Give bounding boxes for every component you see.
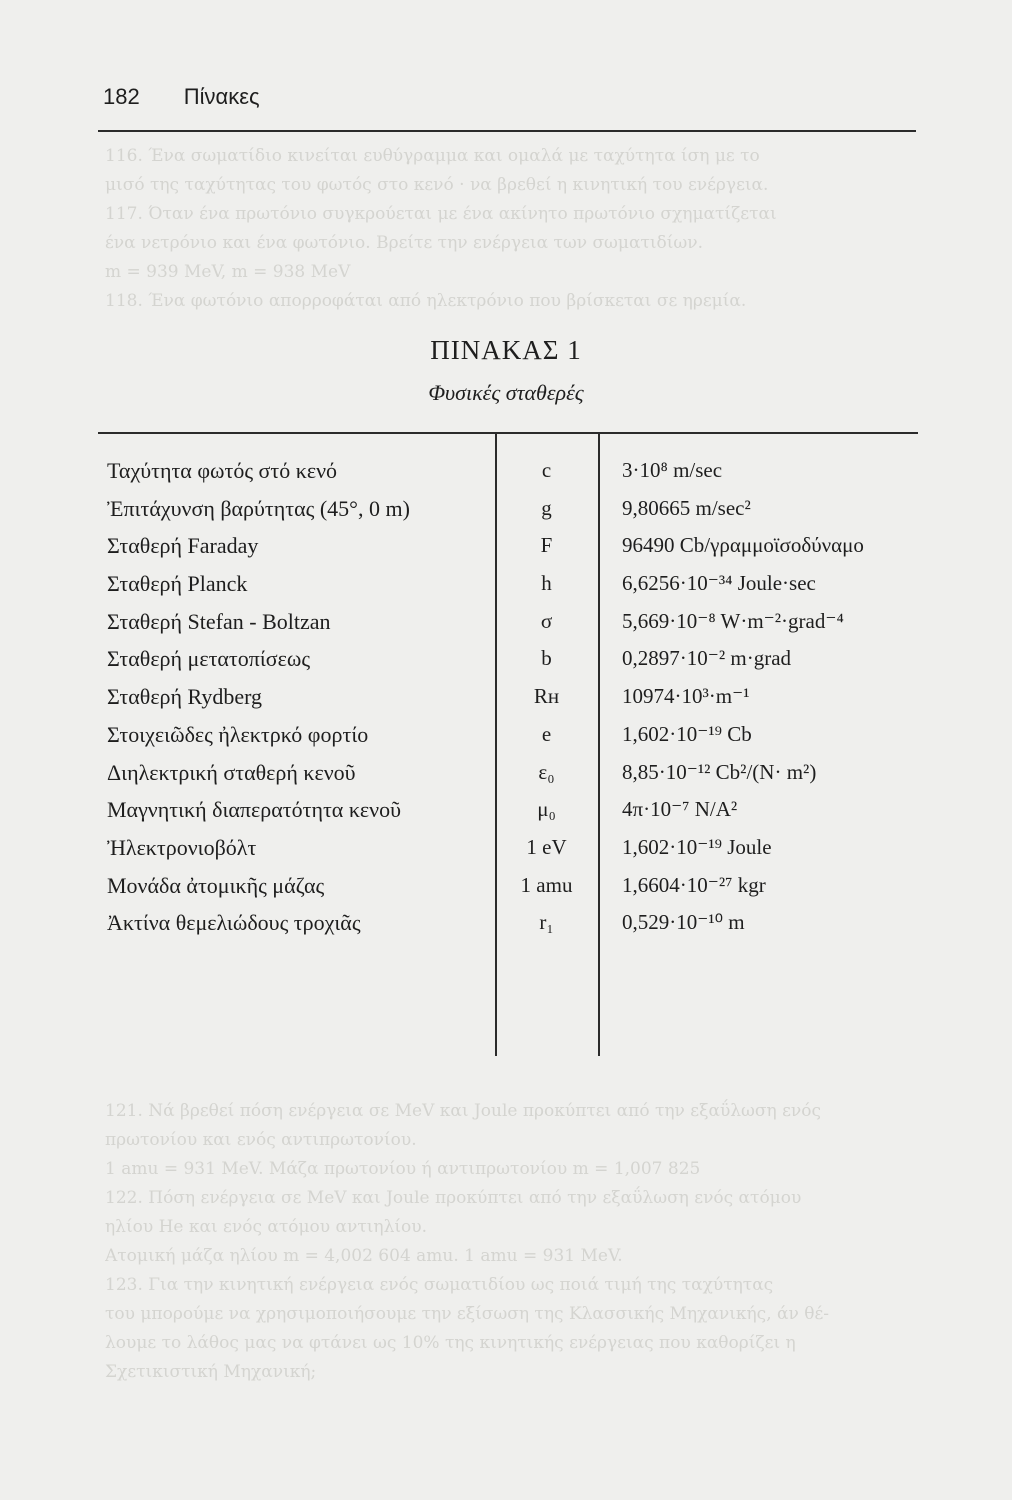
constant-value: 10974·10³·m⁻¹: [622, 684, 750, 709]
bleed-through-text-bottom: [105, 1097, 925, 1387]
constant-name: Διηλεκτρική σταθερή κενοῦ: [107, 759, 356, 785]
ghost-line: του μπορούμε να χρησιμοποιήσουμε την εξίσωση της Κλασσικής Μηχανικής, άν θέ-: [105, 1304, 830, 1324]
ghost-line: λουμε το λάθος μας να φτάνει ως 10% της κινητικής ενέργειας που καθορίζει η: [105, 1333, 796, 1353]
constant-value: 0,2897·10⁻² m·grad: [622, 646, 792, 671]
section-title: Πίνακες: [183, 84, 260, 109]
header-rule: [98, 130, 916, 132]
page-header: [103, 84, 260, 110]
table-row: [0, 646, 1012, 684]
table-row: [0, 760, 1012, 798]
table-top-rule: [98, 432, 918, 434]
constant-name: Ταχύτητα φωτός στό κενό: [107, 458, 338, 483]
ghost-line: m = 939 MeV, m = 938 MeV: [105, 262, 351, 282]
ghost-line: ένα νετρόνιο και ένα φωτόνιο. Βρείτε την ενέργεια των σωματιδίων.: [105, 233, 704, 253]
constant-symbol: g: [541, 495, 552, 520]
constant-value: 1,6604·10⁻²⁷ kgr: [622, 872, 766, 897]
table-row: [0, 835, 1012, 873]
ghost-line: 122. Πόση ενέργεια σε MeV και Joule προκύπτει από την εξαΰλωση ενός ατόμου: [105, 1188, 802, 1208]
page-number: 182: [103, 84, 140, 109]
constant-value: 0,529·10⁻¹⁰ m: [622, 910, 745, 935]
constant-value: 3·10⁸ m/sec: [622, 458, 723, 482]
table-row: [0, 873, 1012, 911]
constant-symbol: Rн: [533, 684, 560, 709]
constant-value: 5,669·10⁻⁸ W·m⁻²·grad⁻⁴: [622, 608, 844, 633]
constant-symbol: c: [541, 458, 552, 482]
table-row: [0, 722, 1012, 760]
constant-value: 9,80665 m/sec²: [622, 495, 751, 520]
table-row: [0, 609, 1012, 647]
constant-value: 6,6256·10⁻³⁴ Joule·sec: [622, 571, 816, 596]
table-row: [0, 496, 1012, 534]
constant-symbol: 1 amu: [520, 872, 573, 897]
constant-value: 1,602·10⁻¹⁹ Joule: [622, 834, 772, 859]
ghost-line: 1 amu = 931 MeV. Μάζα πρωτονίου ή αντιπρωτονίου m = 1,007 825: [105, 1159, 701, 1179]
ghost-line: 117. Όταν ένα πρωτόνιο συγκρούεται με ένα ακίνητο πρωτόνιο σχηματίζεται: [105, 204, 777, 224]
constant-value: 4π·10⁻⁷ N/A²: [622, 797, 738, 822]
table-row: [0, 571, 1012, 609]
constant-symbol: b: [541, 646, 552, 671]
table-row: [0, 797, 1012, 835]
constant-value: 8,85·10⁻¹² Cb²/(N· m²): [622, 759, 817, 784]
bleed-through-text-top: [105, 142, 925, 316]
constant-name: Σταθερή Rydberg: [107, 684, 263, 710]
ghost-line: 121. Νά βρεθεί πόση ενέργεια σε MeV και Joule προκύπτει από την εξαΰλωση ενός: [105, 1101, 822, 1121]
constant-name: Σταθερή μετατοπίσεως: [107, 646, 311, 672]
constant-value: 1,602·10⁻¹⁹ Cb: [622, 721, 752, 746]
ghost-line: Σχετικιστική Μηχανική;: [105, 1362, 317, 1382]
constant-value: 96490 Cb/γραμμοϊσοδύναμο: [622, 533, 864, 558]
constant-symbol: 1 eV: [526, 834, 567, 859]
constant-name: Στοιχειῶδες ἠλεκτρκό φορτίο: [107, 721, 369, 747]
constant-name: Μονάδα ἀτομικῆς μάζας: [107, 872, 325, 898]
constant-name: Ἐπιτάχυνση βαρύτητας (45°, 0 m): [107, 495, 410, 521]
ghost-line: Ατομική μάζα ηλίου m = 4,002 604 amu. 1 amu = 931 MeV.: [105, 1246, 623, 1266]
ghost-line: 118. Ένα φωτόνιο απορροφάται από ηλεκτρόνιο που βρίσκεται σε ηρεμία.: [105, 291, 747, 311]
table-subtitle: Φυσικές σταθερές: [428, 380, 584, 405]
ghost-line: μισό της ταχύτητας του φωτός στο κενό · να βρεθεί η κινητική του ενέργεια.: [105, 175, 769, 195]
constant-name: Σταθερή Stefan - Boltzan: [107, 608, 331, 634]
table-row: [0, 458, 1012, 496]
table-title: ΠΙΝΑΚΑΣ 1: [430, 335, 582, 365]
constant-name: Μαγνητική διαπερατότητα κενοῦ: [107, 797, 401, 823]
table-row: [0, 533, 1012, 571]
constant-name: Σταθερή Faraday: [107, 533, 259, 559]
constant-symbol: F: [540, 533, 553, 558]
table-row: [0, 684, 1012, 722]
ghost-line: 116. Ένα σωματίδιο κινείται ευθύγραμμα και ομαλά με ταχύτητα ίση με το: [105, 146, 760, 166]
constant-name: Ἀκτίνα θεμελιώδους τροχιᾶς: [107, 910, 361, 936]
table-row: [0, 910, 1012, 948]
constants-table: [0, 458, 1012, 948]
constant-symbol: μ₀: [537, 797, 556, 822]
constant-symbol: r₁: [539, 910, 554, 935]
constant-name: Σταθερή Planck: [107, 571, 248, 597]
constant-symbol: σ: [540, 608, 553, 633]
constant-symbol: h: [541, 571, 552, 596]
ghost-line: ηλίου He και ενός ατόμου αντιηλίου.: [105, 1217, 427, 1237]
constant-symbol: e: [541, 721, 552, 746]
ghost-line: 123. Για την κινητική ενέργεια ενός σωματιδίου ως ποιά τιμή της ταχύτητας: [105, 1275, 774, 1295]
ghost-line: πρωτονίου και ενός αντιπρωτονίου.: [105, 1130, 417, 1150]
constant-symbol: ε₀: [538, 759, 555, 784]
constant-name: Ἠλεκτρονιοβόλτ: [107, 834, 257, 860]
